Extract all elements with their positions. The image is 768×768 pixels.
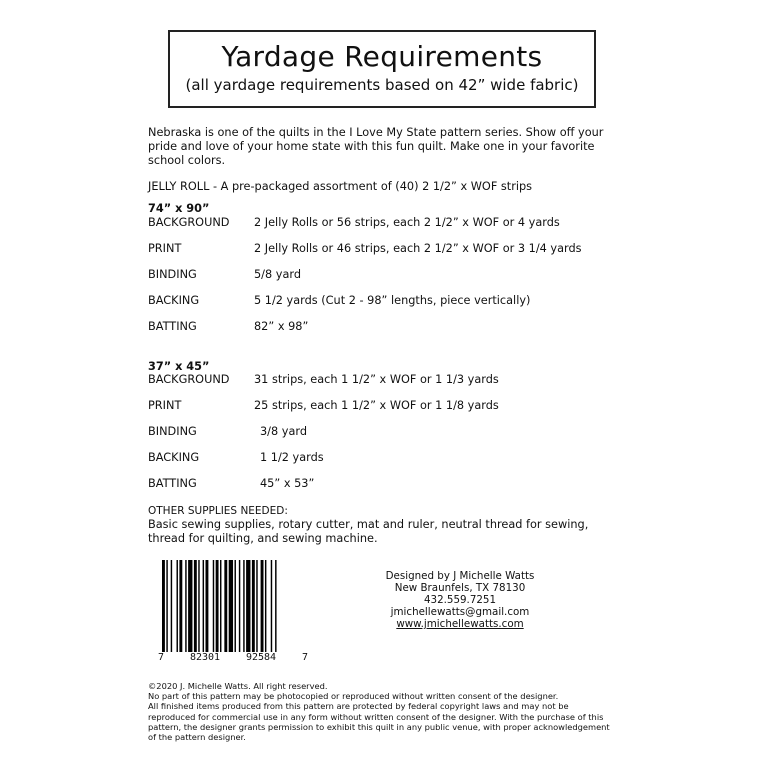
copyright-notice	[148, 681, 618, 742]
barcode-bar	[235, 560, 236, 652]
barcode-digit-group: 7	[301, 652, 308, 663]
designer-name: Designed by J Michelle Watts	[385, 570, 535, 582]
row-value: 5 1/2 yards (Cut 2 - 98” lengths, piece vertically)	[254, 294, 531, 307]
page-subtitle: (all yardage requirements based on 42” wide fabric)	[185, 76, 579, 94]
barcode-bar	[162, 560, 165, 652]
row-value: 82” x 98”	[254, 320, 309, 333]
designer-info	[380, 570, 540, 630]
large-size-heading: 74” x 90”	[148, 202, 210, 215]
barcode-bar	[265, 560, 266, 652]
row-label: BACKGROUND	[148, 373, 230, 386]
barcode-bar	[271, 560, 272, 652]
barcode-bar	[213, 560, 214, 652]
small-row-backing	[148, 451, 324, 464]
barcode-bar	[275, 560, 276, 652]
designer-email[interactable]: jmichellewatts@gmail.com	[390, 606, 530, 618]
barcode-bar	[243, 560, 244, 652]
copyright-line: ©2020 J. Michelle Watts. All right reserved.	[148, 681, 328, 691]
copyright-line: No part of this pattern may be photocopied or reproduced without written consent of the designer.	[148, 691, 559, 702]
large-row-print	[148, 242, 582, 255]
row-label: BATTING	[148, 320, 197, 333]
row-label: BACKGROUND	[148, 216, 230, 229]
row-label: BACKING	[148, 294, 200, 307]
large-row-batting	[148, 320, 309, 333]
barcode-digit-group: 92584	[245, 652, 277, 663]
small-row-background	[148, 373, 499, 386]
jelly-roll-note: JELLY ROLL - A pre-packaged assortment of (40) 2 1/2” x WOF strips	[148, 180, 533, 193]
row-value: 5/8 yard	[254, 268, 301, 281]
barcode-bar	[216, 560, 219, 652]
row-value: 1 1/2 yards	[260, 451, 324, 464]
row-value: 2 Jelly Rolls or 56 strips, each 2 1/2” x WOF or 4 yards	[254, 216, 560, 229]
other-supplies-heading: OTHER SUPPLIES NEEDED:	[148, 505, 288, 517]
barcode-bar	[261, 560, 264, 652]
barcode-digits	[158, 652, 308, 663]
row-value: 45” x 53”	[260, 477, 315, 490]
barcode-bar	[239, 560, 240, 652]
barcode-bar	[188, 560, 192, 652]
row-value: 31 strips, each 1 1/2” x WOF or 1 1/3 yards	[254, 373, 499, 386]
intro-paragraph: Nebraska is one of the quilts in the I Love My State pattern series. Show off your pride and love of your home state with this fun quilt. Make one in your favorite school colors.	[148, 126, 604, 167]
row-label: PRINT	[148, 242, 182, 255]
barcode-bar	[179, 560, 182, 652]
title-box	[168, 30, 596, 108]
small-row-batting	[148, 477, 315, 490]
small-size-heading: 37” x 45”	[148, 360, 210, 373]
row-value: 3/8 yard	[260, 425, 307, 438]
barcode-bar	[252, 560, 255, 652]
large-row-backing	[148, 294, 531, 307]
barcode-bar	[177, 560, 178, 652]
barcode-bar	[166, 560, 167, 652]
designer-website-link[interactable]: www.jmichellewatts.com	[396, 618, 524, 630]
other-supplies-text: Basic sewing supplies, rotary cutter, mat and ruler, neutral thread for sewing, thread for quilting, and sewing machine.	[148, 518, 589, 545]
row-label: BINDING	[148, 268, 197, 281]
barcode-bar	[198, 560, 199, 652]
barcode-bar	[185, 560, 186, 652]
barcode-bar	[256, 560, 257, 652]
small-row-binding	[148, 425, 307, 438]
large-row-background	[148, 216, 560, 229]
other-supplies	[148, 504, 618, 546]
barcode-bar	[224, 560, 227, 652]
barcode-bar	[203, 560, 204, 652]
copyright-line: All finished items produced from this pattern are protected by federal copyright laws and may not be reproduced for commercial use in any form without written consent of the designer. With the purchase of this pattern, the designer grants permission to exhibit this quilt in any public venue, with proper acknowledgement of the pattern designer.	[148, 701, 610, 743]
barcode-bar	[171, 560, 172, 652]
barcode-bar	[229, 560, 233, 652]
row-label: PRINT	[148, 399, 182, 412]
barcode-bar	[194, 560, 197, 652]
designer-phone: 432.559.7251	[423, 594, 497, 606]
small-row-print	[148, 399, 499, 412]
row-label: BATTING	[148, 477, 197, 490]
designer-location: New Braunfels, TX 78130	[394, 582, 526, 594]
row-value: 25 strips, each 1 1/2” x WOF or 1 1/8 yards	[254, 399, 499, 412]
row-label: BACKING	[148, 451, 200, 464]
page-title: Yardage Requirements	[221, 40, 543, 73]
barcode-bar	[246, 560, 250, 652]
barcode-bar	[220, 560, 221, 652]
row-value: 2 Jelly Rolls or 46 strips, each 2 1/2” x WOF or 3 1/4 yards	[254, 242, 582, 255]
barcode-bar	[206, 560, 209, 652]
barcode-digit-group: 7	[158, 652, 165, 663]
large-row-binding	[148, 268, 301, 281]
barcode-image	[162, 560, 308, 652]
row-label: BINDING	[148, 425, 197, 438]
barcode-digit-group: 82301	[189, 652, 221, 663]
